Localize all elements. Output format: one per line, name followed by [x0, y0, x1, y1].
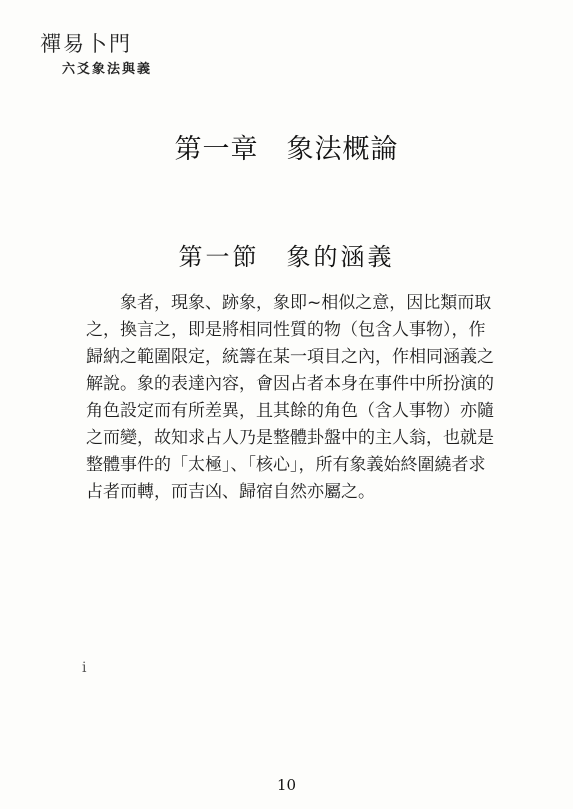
body-line: 象者，現象、跡象，象即~相似之意，因比類而取	[120, 293, 492, 313]
body-paragraph	[86, 290, 494, 506]
body-line: 占者而轉，而吉凶、歸宿自然亦屬之。	[86, 482, 375, 502]
body-line: 解說。象的表達內容，會因占者本身在事件中所扮演的	[86, 374, 494, 394]
body-line: 歸納之範圍限定，統籌在某一項目之內，作相同涵義之	[86, 347, 494, 367]
book-subtitle: 六爻象法與義	[62, 62, 153, 77]
margin-mark: ⅰ	[82, 660, 87, 676]
body-line: 之而變，故知求占人乃是整體卦盤中的主人翁，也就是	[86, 428, 494, 448]
section-title: 第一節 象的涵義	[178, 243, 395, 271]
body-line: 之，換言之，即是將相同性質的物（包含人事物），作	[86, 320, 486, 340]
page-number: 10	[276, 776, 297, 794]
body-line: 整體事件的「太極」、「核心」，所有象義始終圍繞者求	[86, 455, 486, 475]
chapter-title: 第一章 象法概論	[174, 134, 399, 165]
book-title: 禪易卜門	[40, 32, 132, 56]
body-line: 角色設定而有所差異，且其餘的角色（含人事物）亦隨	[86, 401, 494, 421]
